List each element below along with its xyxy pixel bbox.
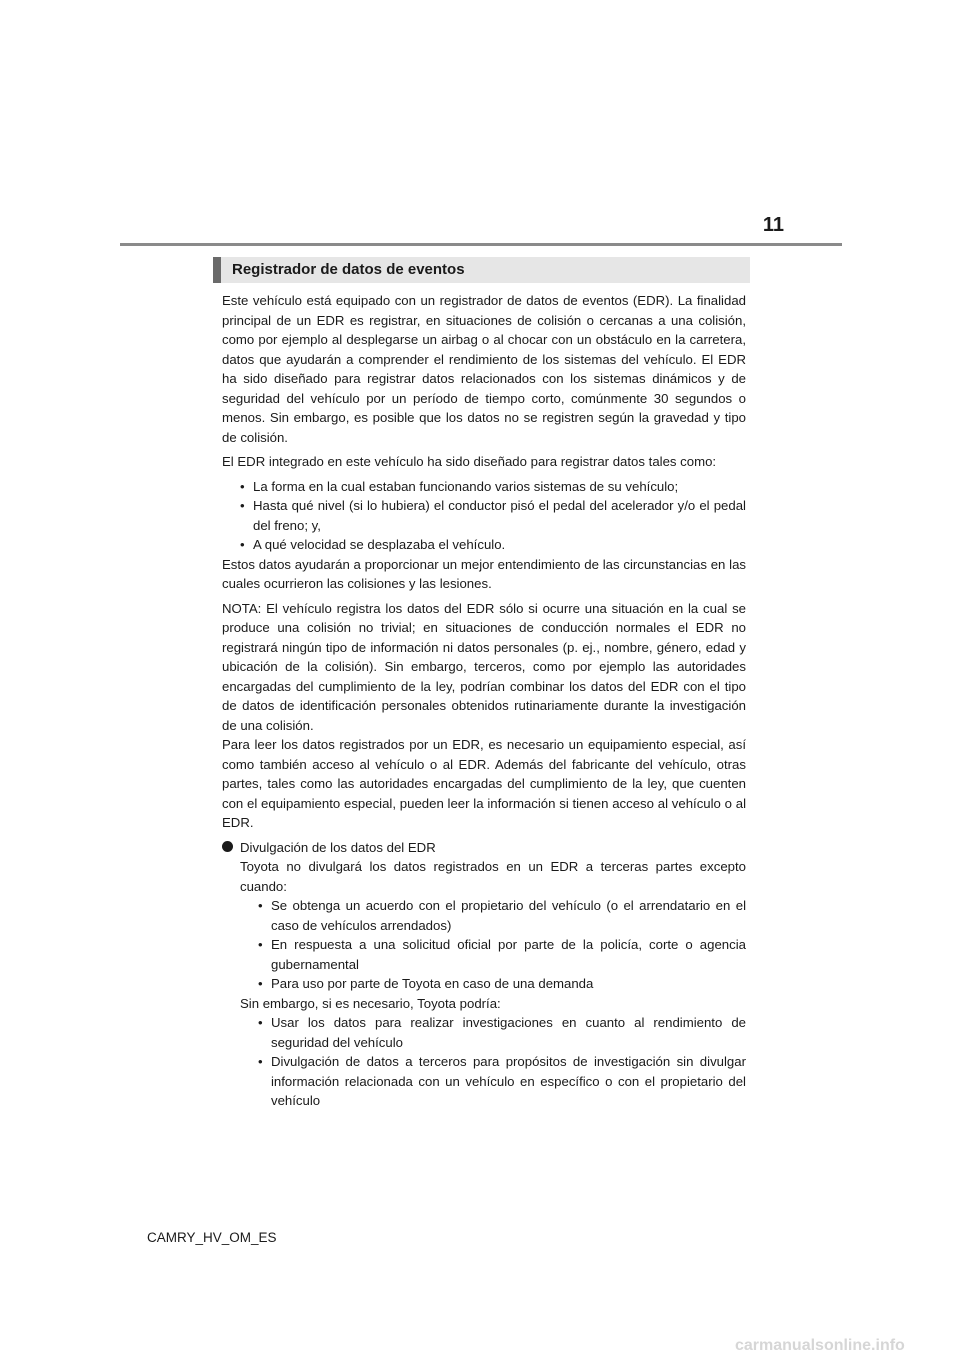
understanding-paragraph: Estos datos ayudarán a proporcionar un mejor entendimiento de las circunstancias en las cuales ocurrieron las colisiones y las lesiones. [222, 556, 746, 591]
intro-paragraph: Este vehículo está equipado con un registrador de datos de eventos (EDR). La finalidad principal de un EDR es registrar, en situaciones de colisión o cercanas a una colisión, como por ejemplo al desplegarse un airbag o al chocar con un obstáculo en la carretera, datos que ayudarán a comprender el rendimiento de los sistemas del vehículo. El EDR ha sido diseñado para registrar datos relacionados con los sistemas dinámicos y de seguridad del vehículo por un período de tiempo corto, comúnmente 30 segundos o menos. Sin embargo, es posible que los datos no se registren según la gravedad y tipo de colisión. [222, 293, 746, 445]
body-text [222, 291, 746, 1116]
watermark: carmanualsonline.info [735, 1337, 905, 1354]
header-divider [120, 243, 842, 246]
filled-circle-icon [222, 841, 233, 852]
disclosure-permissions-list [240, 1013, 746, 1111]
list-item: • A qué velocidad se desplazaba el vehículo. [240, 535, 746, 555]
disclosure-exceptions-list [240, 896, 746, 994]
recorded-data-lead: El EDR integrado en este vehículo ha sido diseñado para registrar datos tales como: [222, 454, 717, 469]
reading-paragraph: Para leer los datos registrados por un EDR, es necesario un equipamiento especial, así como también acceso al vehículo o al EDR. Además del fabricante del vehículo, otras partes, tales como las autoridades encargadas del cumplimiento de la ley, que cuenten con el equipamiento especial, pueden leer la información si tienen acceso al vehículo o al EDR. [222, 737, 746, 830]
list-item: • Hasta qué nivel (si lo hubiera) el conductor pisó el pedal del acelerador y/o el pedal del freno; y, [240, 496, 746, 535]
note-paragraph: NOTA: El vehículo registra los datos del EDR sólo si ocurre una situación en la cual se produce una colisión no trivial; en situaciones de conducción normales el EDR no registrará ningún tipo de información ni datos personales (p. ej., nombre, género, edad y ubicación de la colisión). Sin embargo, terceros, como por ejemplo las autoridades encargadas del cumplimiento de la ley, podrían combinar los datos del EDR con el tipo de datos de identificación personales obtenidos rutinariamente durante la investigación de una colisión. [222, 600, 746, 733]
recorded-data-list [222, 477, 746, 555]
disclosure-section [222, 838, 746, 1111]
list-item: • Divulgación de datos a terceros para propósitos de investigación sin divulgar información relacionada con un vehículo en específico o con el propietario del vehículo [258, 1052, 746, 1111]
document-code: CAMRY_HV_OM_ES [147, 1230, 277, 1245]
list-item: • Para uso por parte de Toyota en caso de una demanda [258, 974, 746, 994]
page-number: 11 [762, 214, 784, 236]
list-item: • Se obtenga un acuerdo con el propietario del vehículo (o el arrendatario en el caso de vehículos arrendados) [258, 896, 746, 935]
disclosure-however: Sin embargo, si es necesario, Toyota podría: [240, 995, 501, 1011]
list-item: • La forma en la cual estaban funcionando varios sistemas de su vehículo; [240, 477, 746, 497]
section-title: Registrador de datos de eventos [232, 261, 465, 278]
list-item: • En respuesta a una solicitud oficial por parte de la policía, corte o agencia gubernamental [258, 935, 746, 974]
list-item: • Usar los datos para realizar investigaciones en cuanto al rendimiento de seguridad del vehículo [258, 1013, 746, 1052]
disclosure-heading: Divulgación de los datos del EDR [240, 839, 436, 855]
section-heading [213, 257, 750, 283]
disclosure-intro: Toyota no divulgará los datos registrados en un EDR a terceras partes excepto cuando: [240, 859, 746, 894]
